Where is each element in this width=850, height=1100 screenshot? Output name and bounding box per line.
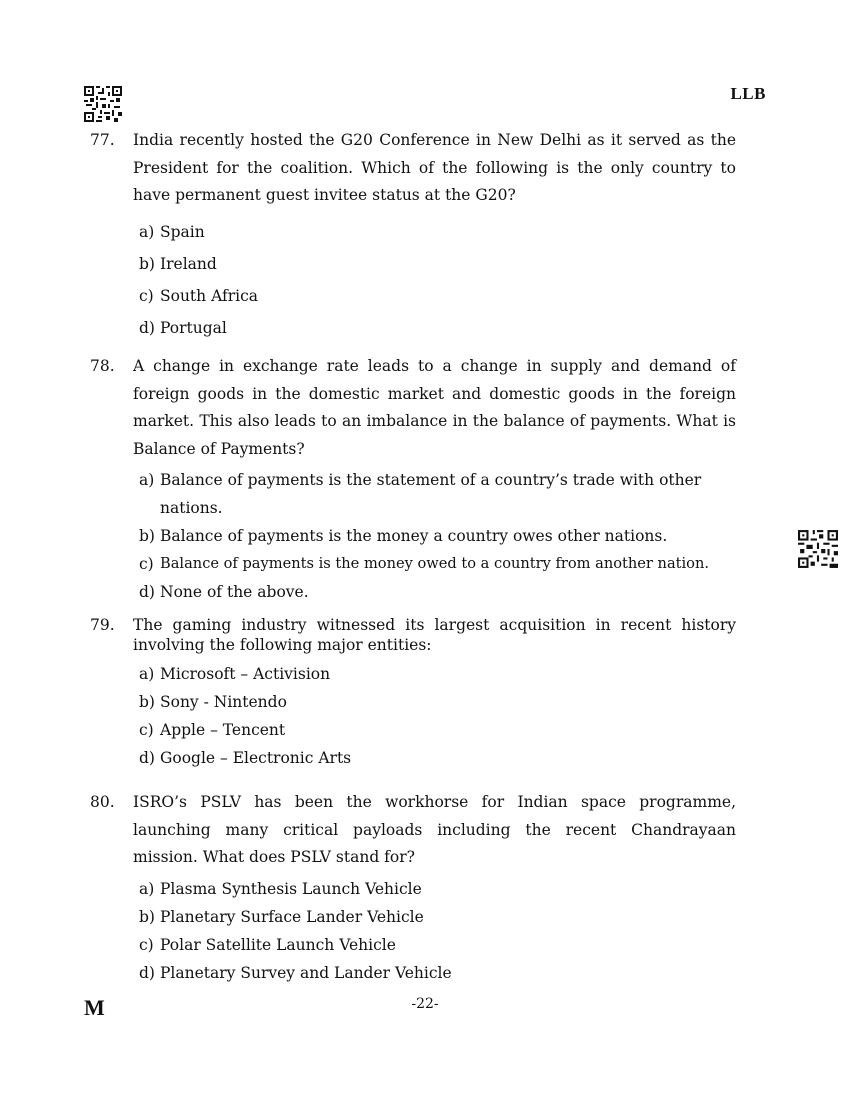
question-number: 79.	[90, 616, 115, 634]
option-label: a)	[139, 222, 155, 241]
question-text: ISRO’s PSLV has been the workhorse for Indian space programme, launching many critical payloads including the recent Chandrayaan mission. What does PSLV stand for?	[133, 793, 736, 866]
qr-code-icon	[84, 86, 122, 122]
question-text: The gaming industry witnessed its largest acquisition in recent history involving the following major entities:	[133, 616, 736, 654]
option-text: Planetary Surface Lander Vehicle	[160, 907, 424, 926]
option-text: Balance of payments is the money a country owes other nations.	[160, 527, 668, 545]
option-c	[139, 716, 736, 744]
option-a	[139, 875, 736, 903]
option-label: a)	[139, 665, 155, 683]
question-78	[90, 353, 736, 606]
option-a	[139, 466, 736, 522]
option-c	[139, 931, 736, 959]
option-d	[139, 312, 736, 344]
option-label: c)	[139, 721, 154, 739]
option-d	[139, 578, 736, 606]
option-label: a)	[139, 879, 155, 898]
option-text: Microsoft – Activision	[160, 665, 331, 683]
option-text: Balance of payments is the statement of a country’s trade with other nations.	[160, 471, 702, 517]
exam-code: LLB	[730, 84, 766, 103]
option-label: c)	[139, 935, 154, 954]
option-text: Balance of payments is the money owed to a country from another nation.	[160, 555, 710, 572]
option-label: b)	[139, 254, 155, 273]
series-code: M	[84, 995, 105, 1020]
option-text: Spain	[160, 222, 205, 241]
option-text: Ireland	[160, 254, 217, 273]
option-label: a)	[139, 471, 155, 489]
question-number: 77.	[90, 131, 115, 149]
option-text: None of the above.	[160, 583, 309, 601]
option-label: d)	[139, 583, 155, 601]
option-label: b)	[139, 693, 155, 711]
option-text: Portugal	[160, 318, 227, 337]
option-b	[139, 688, 736, 716]
question-77	[90, 127, 736, 344]
option-label: c)	[139, 286, 154, 305]
option-b	[139, 522, 736, 550]
option-label: c)	[139, 555, 154, 573]
option-c	[139, 280, 736, 312]
option-a	[139, 216, 736, 248]
option-b	[139, 903, 736, 931]
option-text: Polar Satellite Launch Vehicle	[160, 935, 396, 954]
option-text: Plasma Synthesis Launch Vehicle	[160, 879, 422, 898]
option-text: Planetary Survey and Lander Vehicle	[160, 963, 452, 982]
option-label: b)	[139, 527, 155, 545]
qr-code-icon	[798, 530, 838, 568]
question-number: 80.	[90, 793, 115, 811]
question-80	[90, 789, 736, 987]
page-number: -22-	[411, 996, 439, 1012]
question-79	[90, 615, 736, 772]
question-text: A change in exchange rate leads to a change in supply and demand of foreign goods in the domestic market and domestic goods in the foreign market. This also leads to an imbalance in the balance of payments. What is Balance of Payments?	[133, 357, 736, 458]
option-c	[139, 550, 736, 578]
option-text: Apple – Tencent	[160, 721, 286, 739]
option-label: d)	[139, 749, 155, 767]
question-number: 78.	[90, 357, 115, 375]
option-a	[139, 660, 736, 688]
option-label: d)	[139, 963, 155, 982]
option-text: South Africa	[160, 286, 259, 305]
option-text: Google – Electronic Arts	[160, 749, 352, 767]
option-d	[139, 744, 736, 772]
option-label: b)	[139, 907, 155, 926]
option-text: Sony - Nintendo	[160, 693, 287, 711]
option-d	[139, 959, 736, 987]
question-text: India recently hosted the G20 Conference in New Delhi as it served as the President for the coalition. Which of the following is the only country to have permanent guest invitee status at the G20?	[133, 131, 736, 204]
option-b	[139, 248, 736, 280]
option-label: d)	[139, 318, 155, 337]
